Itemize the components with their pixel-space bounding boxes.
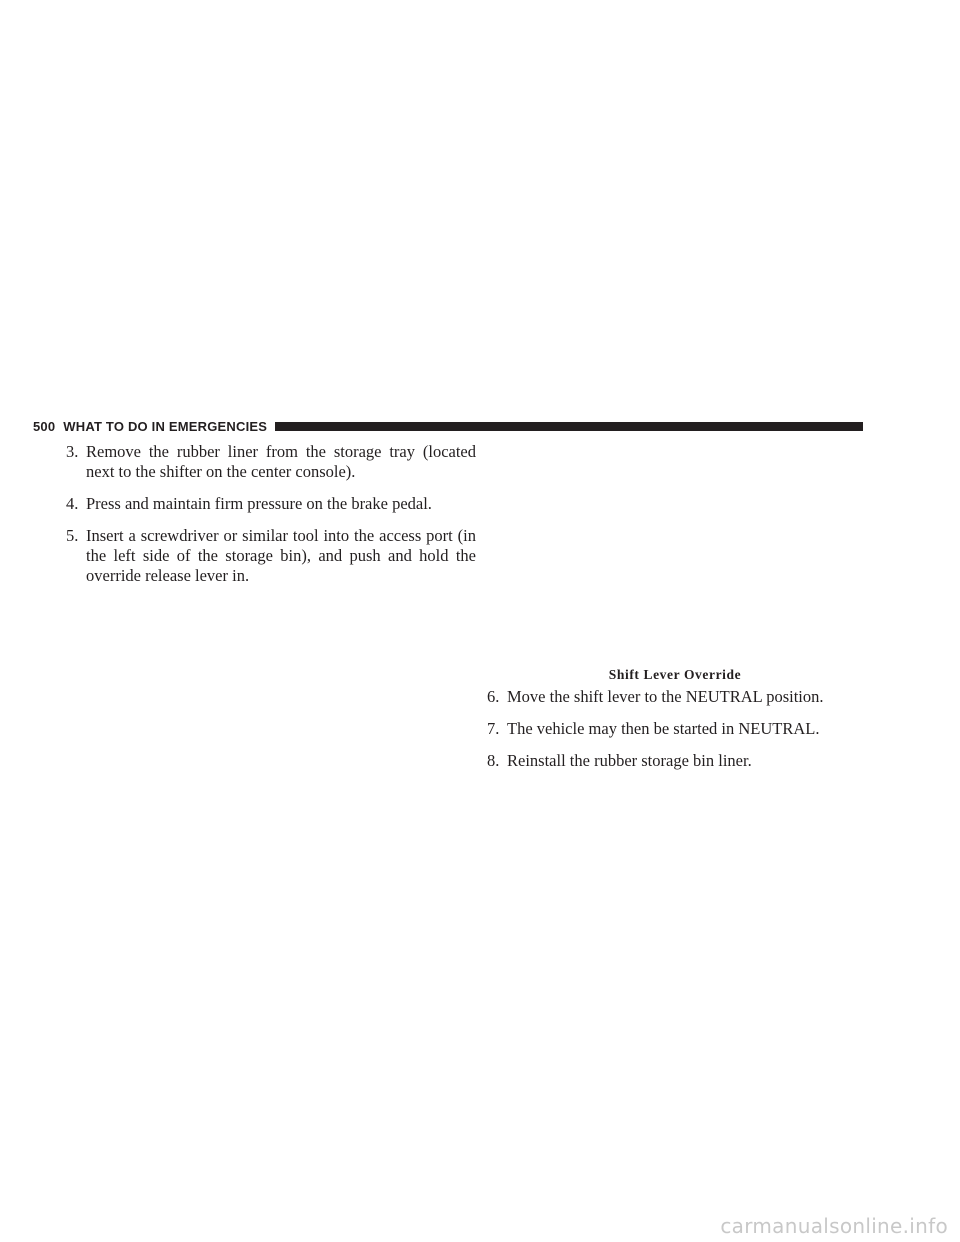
header-rule — [275, 422, 863, 431]
step-item — [66, 526, 476, 586]
step-number: 5. — [66, 526, 79, 545]
step-number: 4. — [66, 494, 79, 513]
step-text: Insert a screwdriver or similar tool into the access port (in the left side of the storage bin), and push and hold the override release lever in. — [86, 526, 476, 585]
step-text: The vehicle may then be started in NEUTRAL. — [507, 719, 820, 738]
step-text: Press and maintain firm pressure on the brake pedal. — [86, 494, 432, 513]
step-number: 8. — [487, 751, 500, 770]
figure-placeholder — [487, 440, 863, 640]
step-text: Move the shift lever to the NEUTRAL position. — [507, 687, 824, 706]
page-header — [33, 418, 863, 434]
right-column — [487, 687, 867, 783]
step-item — [487, 751, 867, 771]
step-number: 7. — [487, 719, 500, 738]
step-item — [487, 719, 867, 739]
page-number: 500 — [33, 418, 56, 434]
step-text: Reinstall the rubber storage bin liner. — [507, 751, 752, 770]
step-item — [66, 442, 476, 482]
section-title: WHAT TO DO IN EMERGENCIES — [63, 418, 268, 434]
watermark: carmanualsonline.info — [720, 1214, 948, 1238]
step-item — [66, 494, 476, 514]
step-number: 6. — [487, 687, 500, 706]
step-item — [487, 687, 867, 707]
step-text: Remove the rubber liner from the storage tray (located next to the shifter on the center console). — [86, 442, 476, 481]
step-number: 3. — [66, 442, 79, 461]
left-column — [66, 442, 476, 598]
figure-caption: Shift Lever Override — [608, 667, 742, 682]
